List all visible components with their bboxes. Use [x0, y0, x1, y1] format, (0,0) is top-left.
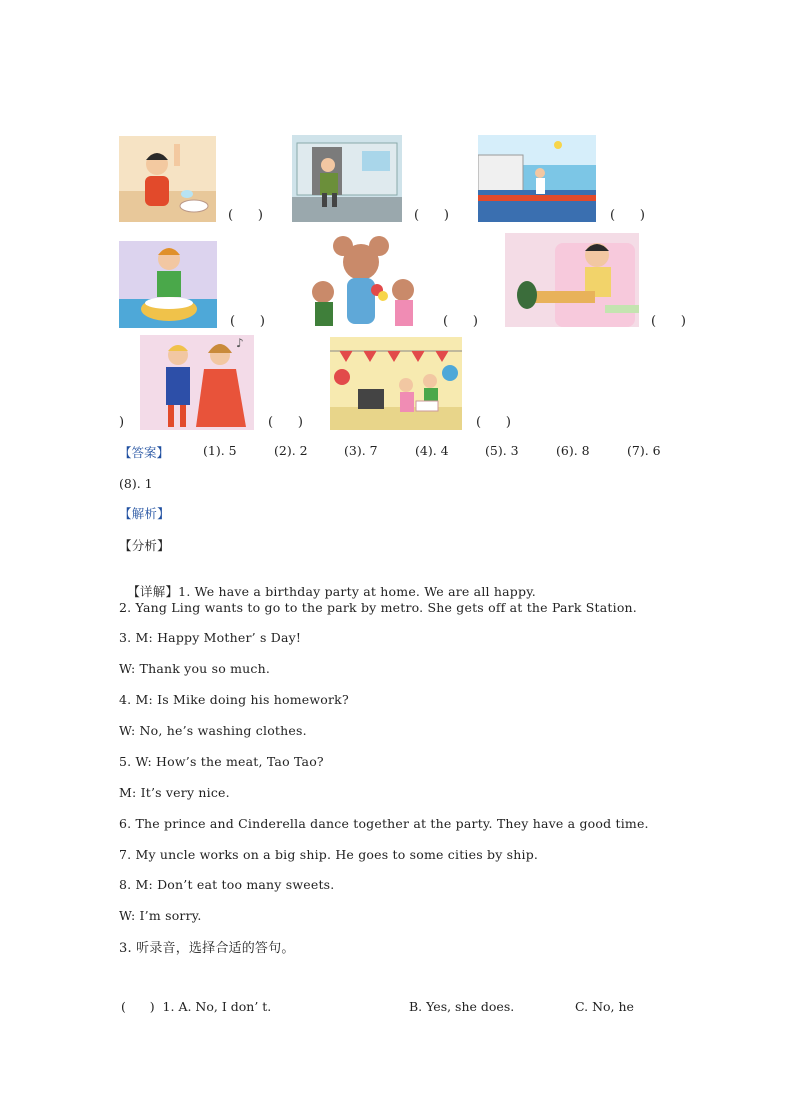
jiexi-label: 【解析】 [119, 506, 170, 521]
q1-option-c: C. No, he [575, 999, 634, 1014]
transcript-line-6: W: No, he’s washing clothes. [119, 723, 307, 738]
answer-item-7: (7). 6 [627, 443, 661, 458]
answer-item-5: (5). 3 [485, 443, 519, 458]
transcript-line-3: 3. M: Happy Mother’ s Day! [119, 630, 302, 645]
woman-metro-picture [292, 135, 402, 222]
transcript-line-4: W: Thank you so much. [119, 661, 271, 676]
boy-washing-picture [119, 241, 217, 328]
blank-4: ( ) [230, 314, 265, 329]
answer-item-8: (8). 1 [119, 476, 153, 491]
transcript-line-12: W: I’m sorry. [119, 908, 202, 923]
transcript-line-1: 1. We have a birthday party at home. We are all happy. [178, 584, 536, 599]
answer-item-6: (6). 8 [556, 443, 590, 458]
prince-cinderella-picture [140, 335, 254, 430]
mice-mothers-day-picture [299, 234, 429, 328]
blank-6: ( ) [651, 314, 686, 329]
blank-7: ( ) [268, 415, 303, 430]
answer-item-4: (4). 4 [415, 443, 449, 458]
transcript-line-2: 2. Yang Ling wants to go to the park by metro. She gets off at the Park Station. [119, 600, 637, 615]
transcript-line-8: M: It’s very nice. [119, 785, 230, 800]
transcript-line-5: 4. M: Is Mike doing his homework? [119, 692, 349, 707]
blank-6-close: ) [119, 415, 125, 430]
svg-text:♪: ♪ [236, 336, 244, 350]
blank-1: ( ) [228, 208, 263, 223]
answer-item-1: (1). 5 [203, 443, 237, 458]
boy-eating-picture [119, 136, 216, 222]
q1-option-b: B. Yes, she does. [409, 999, 515, 1014]
birthday-party-picture [330, 337, 462, 430]
blank-8: ( ) [476, 415, 511, 430]
fenxi-label: 【分析】 [119, 538, 170, 553]
transcript-line-10: 7. My uncle works on a big ship. He goes to some cities by ship. [119, 847, 539, 862]
transcript-line-7: 5. W: How’s the meat, Tao Tao? [119, 754, 324, 769]
q1-option-a: ( ) 1. A. No, I don’ t. [121, 999, 272, 1014]
transcript-line-11: 8. M: Don’t eat too many sweets. [119, 877, 335, 892]
blank-3: ( ) [610, 208, 645, 223]
blank-2: ( ) [414, 208, 449, 223]
answer-item-3: (3). 7 [344, 443, 378, 458]
section-3-title: 3. 听录音，选择合适的答句。 [119, 941, 295, 956]
man-ship-picture [478, 135, 596, 222]
transcript-line-9: 6. The prince and Cinderella dance together at the party. They have a good time. [119, 816, 649, 831]
woman-eating-sweets-picture [505, 233, 639, 327]
answer-item-2: (2). 2 [274, 443, 308, 458]
xiangjie-line [119, 567, 536, 600]
blank-5: ( ) [443, 314, 478, 329]
xiangjie-label: 【详解】 [127, 584, 179, 599]
answer-label: 【答案】 [119, 445, 170, 460]
